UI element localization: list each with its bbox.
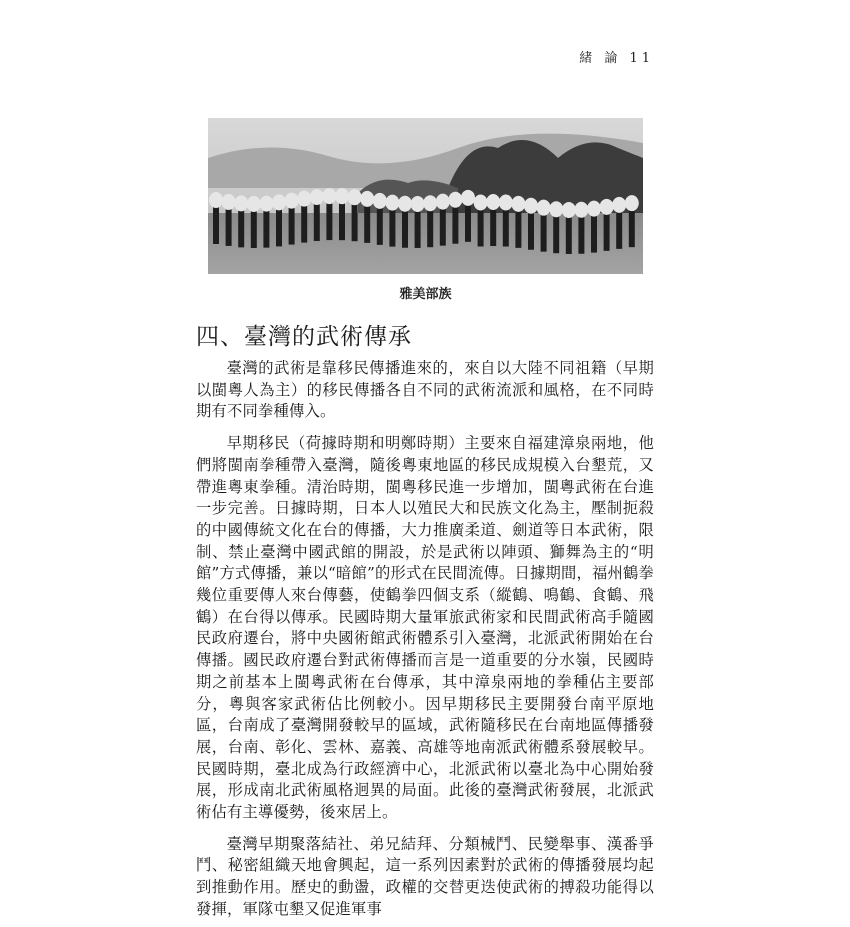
headdress [461, 190, 475, 206]
dancer-figure [226, 208, 232, 246]
section-heading: 四、臺灣的武術傳承 [196, 324, 412, 350]
dancer-figure [515, 210, 521, 248]
dancer-figure [604, 213, 610, 251]
headdress [574, 202, 588, 218]
headdress [259, 196, 273, 212]
headdress [272, 194, 286, 210]
dancer-figure [389, 209, 395, 247]
headdress [549, 201, 563, 217]
headdress [411, 196, 425, 212]
dancer-figure [427, 209, 433, 247]
dancer-figure [490, 208, 496, 246]
dancer-figure [339, 202, 345, 240]
headdress [587, 201, 601, 217]
headdress [360, 191, 374, 207]
paragraph-1: 臺灣的武術是靠移民傳播進來的，來自以大陸不同祖籍（早期以閩粵人為主）的移民傳播各自不同的武術流派和風格，在不同時期有不同拳種傳入。 [196, 359, 654, 421]
dancer-figure [276, 208, 282, 246]
dancer-figure [402, 210, 408, 248]
headdress [448, 192, 462, 208]
paragraph-2: 早期移民（荷據時期和明鄭時期）主要來自福建漳泉兩地，他們將閩南拳種帶入臺灣，隨後粵東地區的移民成規模入台墾荒，又帶進粵東拳種。清治時期，閩粵移民進一步增加，閩粵武術在台進一步完善。日據時期，日本人以殖民大和民族文化為主，壓制扼殺的中國傳統文化在台的傳播，大力推廣柔道、劍道等日本武術，限制、禁止臺灣中國武館的開設，於是武術以陣頭、獅舞為主的“明館”方式傳播，兼以“暗館”的形式在民間流傳。日據期間，福州鶴拳幾位重要傳人來台傳藝，使鶴拳四個支系（縱鶴、鳴鶴、食鶴、飛鶴）在台得以傳承。民國時期大量軍旅武術家和民間武術高手隨國民政府遷台，將中央國術館武術體系引入臺灣，北派武術開始在台傳播。國民政府遷台對武術傳播而言是一道重要的分水嶺，民國時期之前基本上閩粵武術在台傳承，其中漳泉兩地的拳種佔主要部分，粵與客家武術佔比例較小。因早期移民主要開發台南平原地區，台南成了臺灣開發較早的區域，武術隨移民在台南地區傳播發展，台南、彰化、雲林、嘉義、高雄等地南派武術體系發展較早。民國時期，臺北成為行政經濟中心，北派武術以臺北為中心開始發展，形成南北武術風格迥異的局面。此後的臺灣武術發展，北派武術佔有主導優勢，後來居上。 [196, 434, 654, 822]
headdress [511, 196, 525, 212]
dancer-figure [415, 210, 421, 248]
headdress [474, 194, 488, 210]
dancer-figure [440, 208, 446, 246]
dancer-figure [238, 209, 244, 247]
dancer-figure [364, 205, 370, 243]
headdress [297, 191, 311, 207]
paragraph-3: 臺灣早期聚落結社、弟兄結拜、分類械鬥、民變舉事、漢番爭鬥、秘密組織天地會興起，這一系列因素對於武術的傳播發展均起到推動作用。歷史的動盪，政權的交替更迭使武術的搏殺功能得以發揮，軍隊屯墾又促進軍事 [196, 834, 654, 918]
dancer-figure [566, 216, 572, 254]
headdress [612, 197, 626, 213]
body-text [196, 358, 654, 927]
dancer-figure [263, 210, 269, 248]
headdress [322, 188, 336, 204]
headdress [600, 199, 614, 215]
headdress [562, 202, 576, 218]
headdress [436, 194, 450, 210]
dancer-figure [251, 210, 257, 248]
headdress [625, 195, 639, 211]
running-head: 緒 論 11 [579, 51, 654, 66]
dancer-figure [528, 212, 534, 250]
headdress [373, 193, 387, 209]
headdress [537, 200, 551, 216]
tribal-dance-photo [208, 118, 643, 274]
headdress [486, 194, 500, 210]
photo-illustration [208, 118, 643, 274]
headdress [285, 193, 299, 209]
dancer-figure [326, 202, 332, 240]
dancer-figure [553, 215, 559, 253]
dancer-figure [352, 203, 358, 241]
headdress [423, 195, 437, 211]
headdress [385, 195, 399, 211]
headdress [310, 189, 324, 205]
headdress [499, 194, 513, 210]
dancer-figure [503, 208, 509, 246]
dancer-figure [377, 207, 383, 245]
dancer-figure [616, 211, 622, 249]
dancer-figure [629, 209, 635, 247]
headdress [335, 188, 349, 204]
dancer-figure [591, 215, 597, 253]
dancer-figure [541, 214, 547, 252]
dancer-figure [314, 203, 320, 241]
dancer-figure [213, 206, 219, 244]
dancer-figure [301, 205, 307, 243]
headdress [398, 196, 412, 212]
headdress [348, 189, 362, 205]
headdress [524, 198, 538, 214]
dancer-figure [478, 208, 484, 246]
headdress [234, 195, 248, 211]
headdress [247, 196, 261, 212]
dancer-figure [465, 204, 471, 242]
dancer-figure [452, 206, 458, 244]
dancer-figure [578, 216, 584, 254]
photo-caption: 雅美部族 [399, 287, 452, 302]
headdress [222, 194, 236, 210]
dancer-figure [289, 207, 295, 245]
headdress [209, 192, 223, 208]
